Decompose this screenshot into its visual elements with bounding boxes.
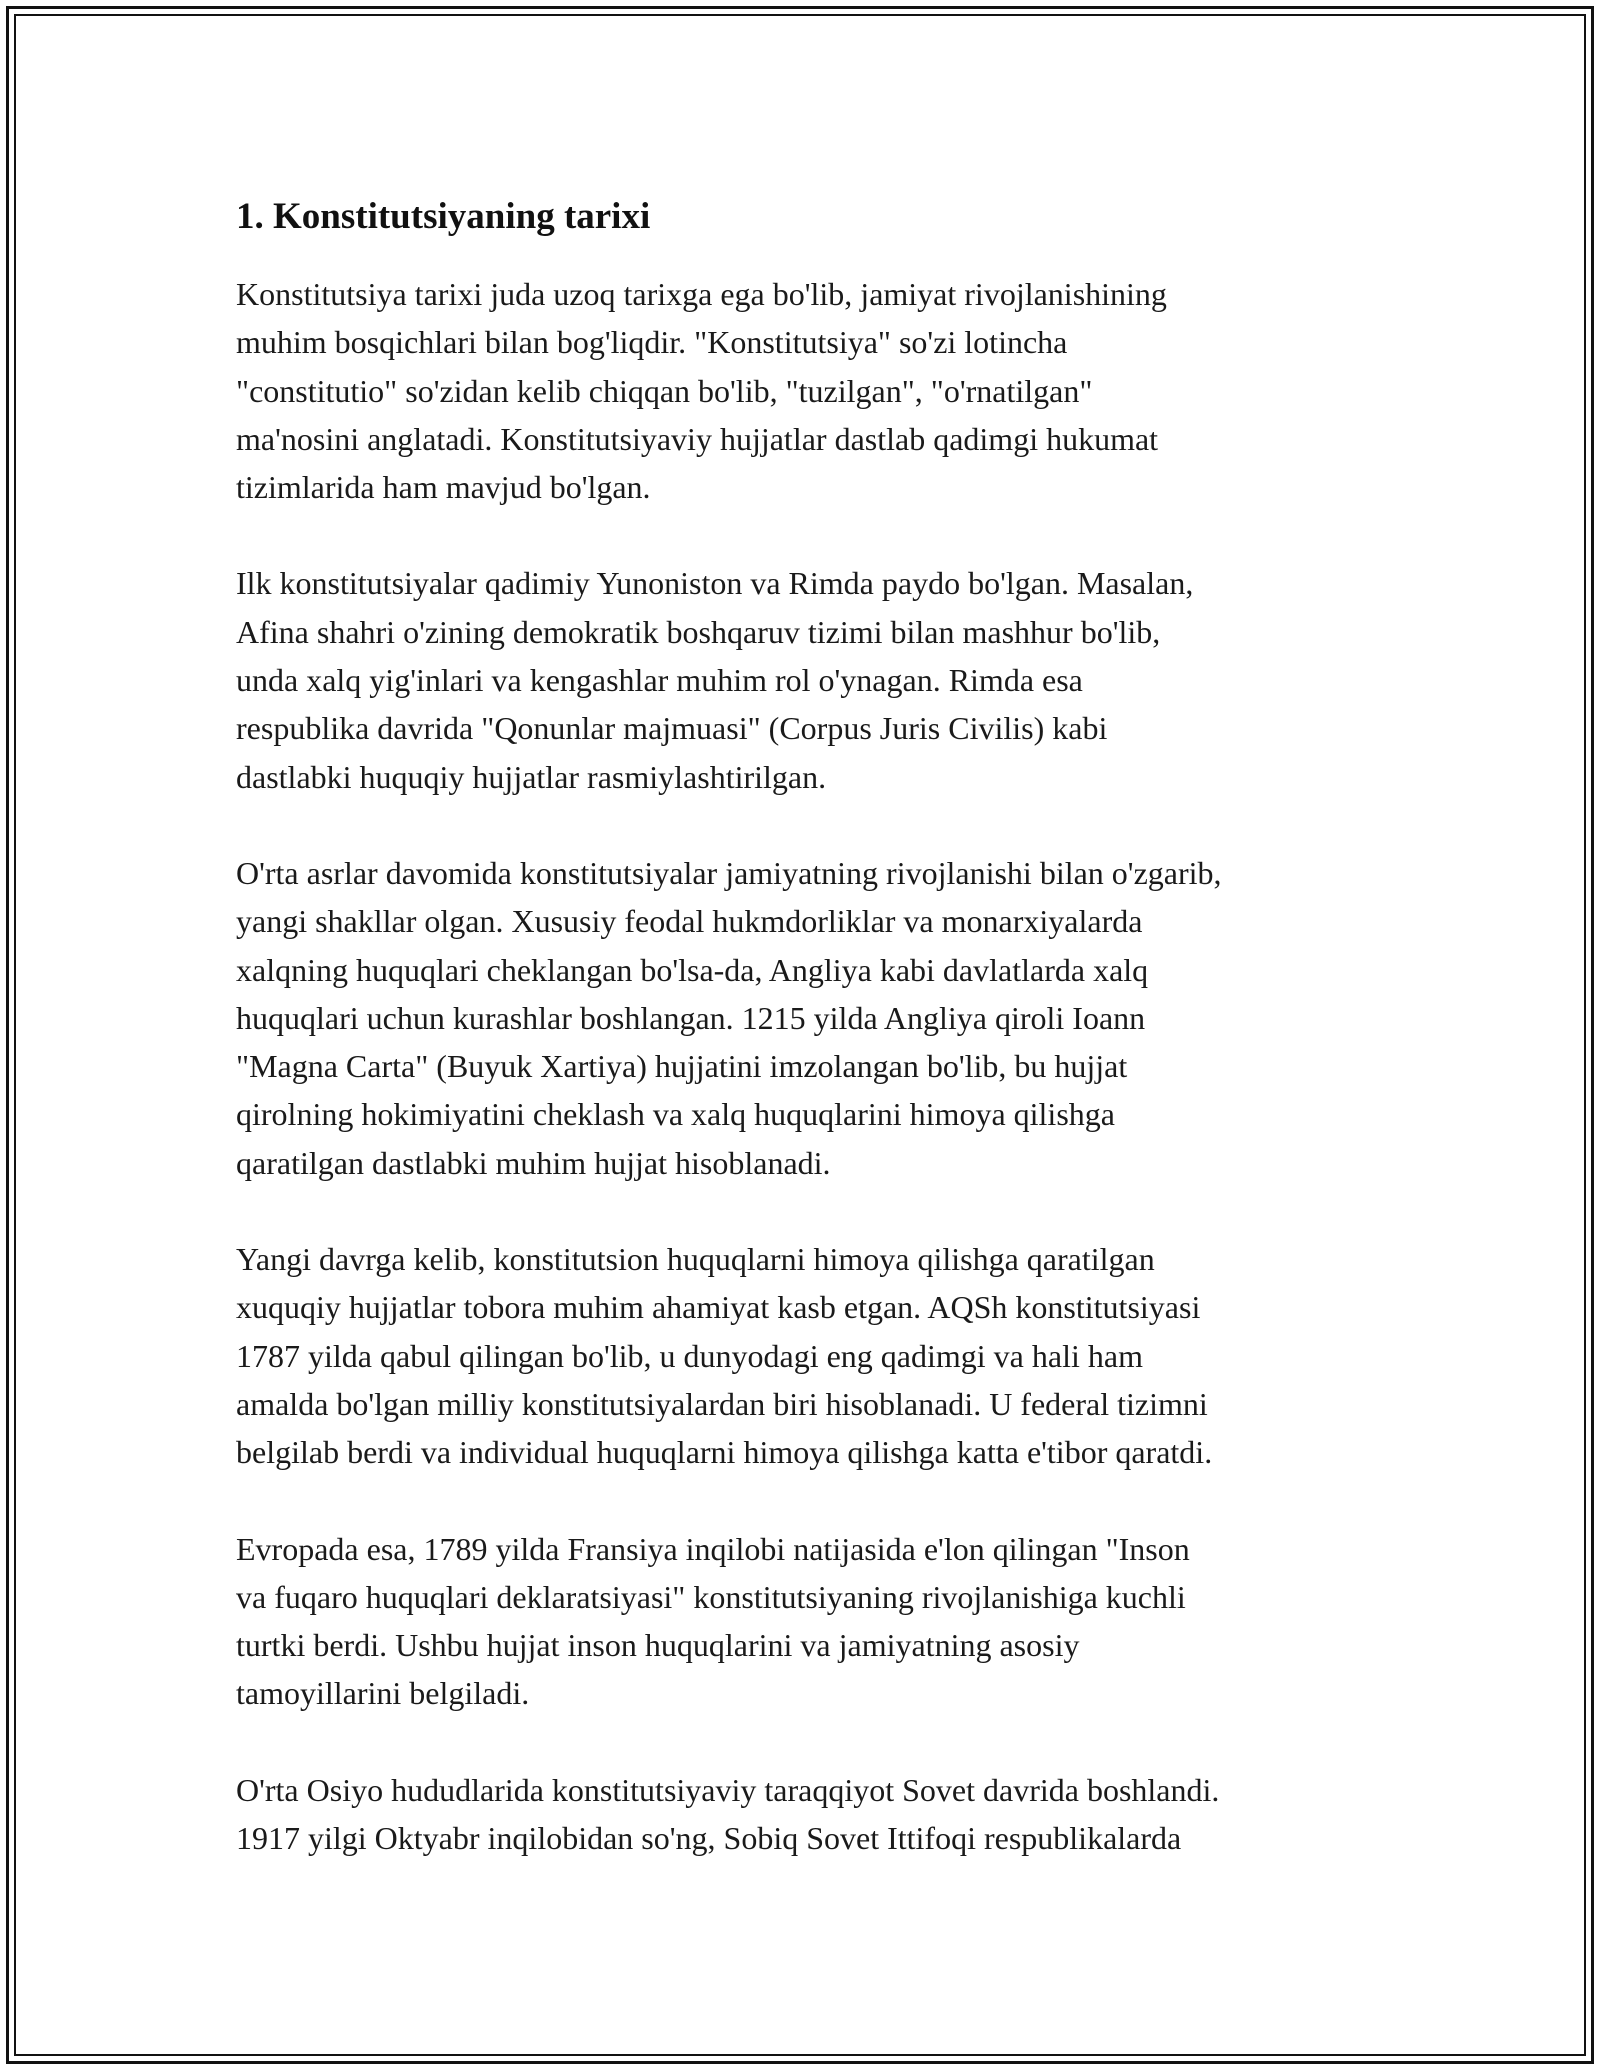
text-line: tamoyillarini belgiladi. [236, 1675, 530, 1712]
text-line: xuquqiy hujjatlar tobora muhim ahamiyat kasb etgan. AQSh konstitutsiyasi [236, 1289, 1201, 1326]
text-line: qaratilgan dastlabki muhim hujjat hisoblanadi. [236, 1144, 831, 1181]
text-line: huquqlari uchun kurashlar boshlangan. 1215 yilda Angliya qiroli Ioann [236, 999, 1146, 1036]
section-heading: 1. Konstitutsiyaning tarixi [236, 196, 651, 237]
text-line: Ilk konstitutsiyalar qadimiy Yunoniston va Rimda paydo bo'lgan. Masalan, [236, 565, 1194, 602]
paragraph-4 [236, 1235, 1376, 1476]
paragraph-6 [236, 1766, 1376, 1863]
text-line: 1787 yilda qabul qilingan bo'lib, u dunyodagi eng qadimgi va hali ham [236, 1337, 1143, 1374]
text-line: muhim bosqichlari bilan bog'liqdir. "Konstitutsiya" so'zi lotincha [236, 324, 1068, 361]
text-line: 1917 yilgi Oktyabr inqilobidan so'ng, Sobiq Sovet Ittifoqi respublikalarda [236, 1820, 1182, 1857]
text-line: dastlabki huquqiy hujjatlar rasmiylashtirilgan. [236, 758, 827, 795]
paragraph-3 [236, 849, 1376, 1187]
text-line: xalqning huquqlari cheklangan bo'lsa-da, Angliya kabi davlatlarda xalq [236, 951, 1149, 988]
paragraph-1 [236, 270, 1376, 511]
text-line: Afina shahri o'zining demokratik boshqaruv tizimi bilan mashhur bo'lib, [236, 613, 1161, 650]
text-line: yangi shakllar olgan. Xususiy feodal hukmdorliklar va monarxiyalarda [236, 903, 1143, 940]
text-line: belgilab berdi va individual huquqlarni himoya qilishga katta e'tibor qaratdi. [236, 1434, 1213, 1471]
text-line: Konstitutsiya tarixi juda uzoq tarixga ega bo'lib, jamiyat rivojlanishining [236, 276, 1167, 312]
text-line: ma'nosini anglatadi. Konstitutsiyaviy hujjatlar dastlab qadimgi hukumat [236, 420, 1159, 457]
text-line: unda xalq yig'inlari va kengashlar muhim rol o'ynagan. Rimda esa [236, 662, 1083, 699]
text-line: "Magna Carta" (Buyuk Xartiya) hujjatini imzolangan bo'lib, bu hujjat [236, 1048, 1128, 1085]
text-line: O'rta Osiyo hududlarida konstitutsiyaviy taraqqiyot Sovet davrida boshlandi. [236, 1771, 1220, 1808]
document-body [236, 190, 1376, 1910]
text-line: turtki berdi. Ushbu hujjat inson huquqlarini va jamiyatning asosiy [236, 1627, 1080, 1664]
text-line: Yangi davrga kelib, konstitutsion huquqlarni himoya qilishga qaratilgan [236, 1241, 1155, 1278]
text-line: Evropada esa, 1789 yilda Fransiya inqilobi natijasida e'lon qilingan "Inson [236, 1530, 1190, 1567]
paragraph-2 [236, 559, 1376, 800]
paragraph-5 [236, 1525, 1376, 1718]
text-line: O'rta asrlar davomida konstitutsiyalar jamiyatning rivojlanishi bilan o'zgarib, [236, 854, 1222, 891]
text-line: "constitutio" so'zidan kelib chiqqan bo'lib, "tuzilgan", "o'rnatilgan" [236, 372, 1093, 409]
text-line: respublika davrida "Qonunlar majmuasi" (Corpus Juris Civilis) kabi [236, 710, 1108, 747]
text-line: tizimlarida ham mavjud bo'lgan. [236, 469, 651, 506]
text-line: qirolning hokimiyatini cheklash va xalq huquqlarini himoya qilishga [236, 1096, 1115, 1133]
text-line: amalda bo'lgan milliy konstitutsiyalardan biri hisoblanadi. U federal tizimni [236, 1385, 1208, 1422]
text-line: va fuqaro huquqlari deklaratsiyasi" konstitutsiyaning rivojlanishiga kuchli [236, 1578, 1186, 1615]
